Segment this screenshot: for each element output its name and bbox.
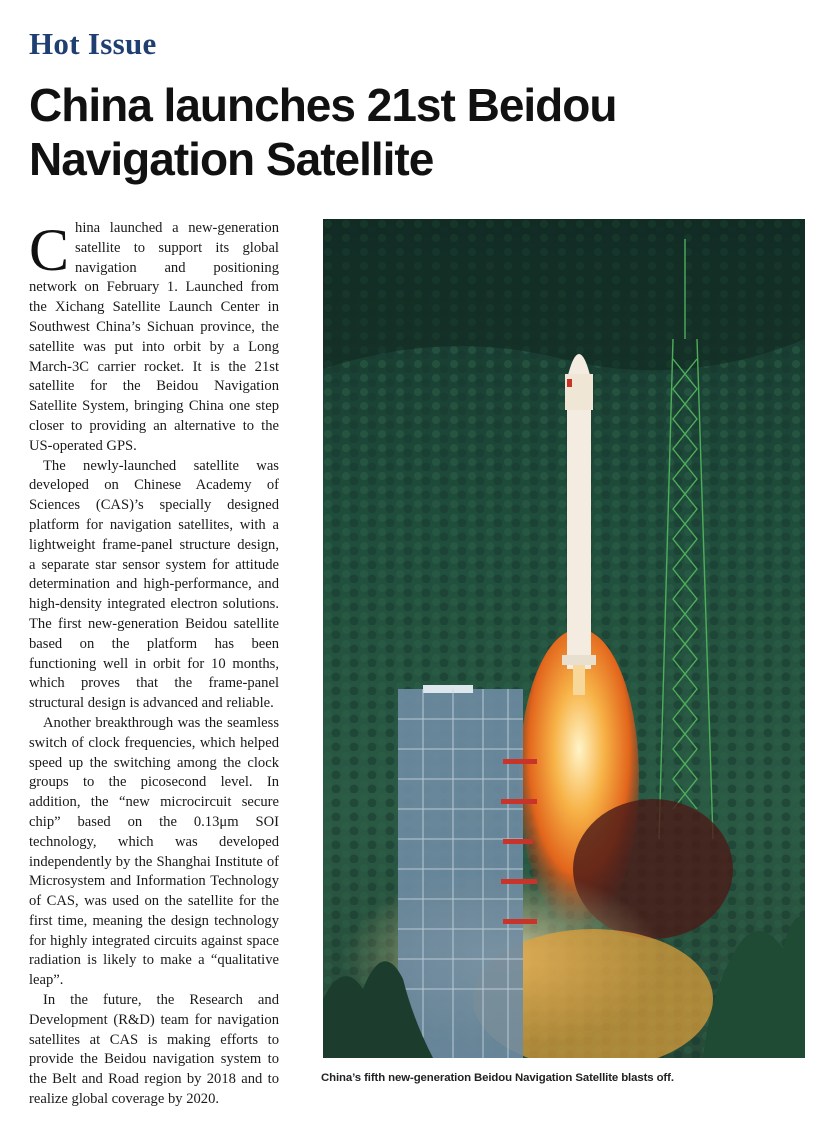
launch-photo bbox=[323, 219, 805, 1058]
figure-caption: China’s fifth new-generation Beidou Navigation Satellite blasts off. bbox=[321, 1072, 674, 1084]
headline-line-2: Navigation Satellite bbox=[29, 133, 434, 185]
launch-tower-icon bbox=[398, 685, 537, 1058]
article-paragraph: Another breakthrough was the seamless switch of clock frequencies, which helped speed up the switching among the clock groups to the picosecond level. In addition, the “new microcircuit secure chip” based on the 0.13μm SOI technology, which was developed independently by the Shanghai Institute of Microsystem and Information Technology of CAS, was used on the satellite for the first time, meaning the design technology for highly integrated circuits against space radiation is likely to make a “qualitative leap”. bbox=[29, 714, 279, 989]
article-paragraph: The newly-launched satellite was developed on Chinese Academy of Sciences (CAS)’s specially designed platform for navigation satellites, with a lightweight frame-panel structure design, a separate star sensor system for attitude determination and high-performance, and high-density integrated electron solutions. The first new-generation Beidou satellite based on the platform has been functioning well in orbit for 10 months, which proves that the frame-panel structural design is advanced and reliable. bbox=[29, 457, 279, 712]
paragraph-text: hina launched a new-generation satellite to support its global navigation and positioning network on February 1. Launched from the Xichang Satellite Launch Center in Southwest China’s Sichuan province, the satellite was put into orbit by a Long March-3C carrier rocket. It is the 21st satellite for the Beidou Navigation Satellite System, bringing China one step closer to providing an alternative to the US-operated GPS. bbox=[29, 220, 279, 454]
article-body bbox=[29, 219, 279, 1110]
launch-photo-illustration bbox=[323, 219, 805, 1058]
article-paragraph: In the future, the Research and Development (R&D) team for navigation satellites at CAS is making efforts to provide the Beidou navigation system to the Belt and Road region by 2018 and to realize global coverage by 2020. bbox=[29, 992, 279, 1108]
headline-line-1: China launches 21st Beidou bbox=[29, 79, 617, 131]
rocket-icon bbox=[562, 354, 596, 695]
drop-cap: C bbox=[29, 217, 70, 283]
headline bbox=[29, 78, 809, 186]
section-label: Hot Issue bbox=[29, 26, 157, 61]
article-paragraph bbox=[29, 219, 279, 457]
